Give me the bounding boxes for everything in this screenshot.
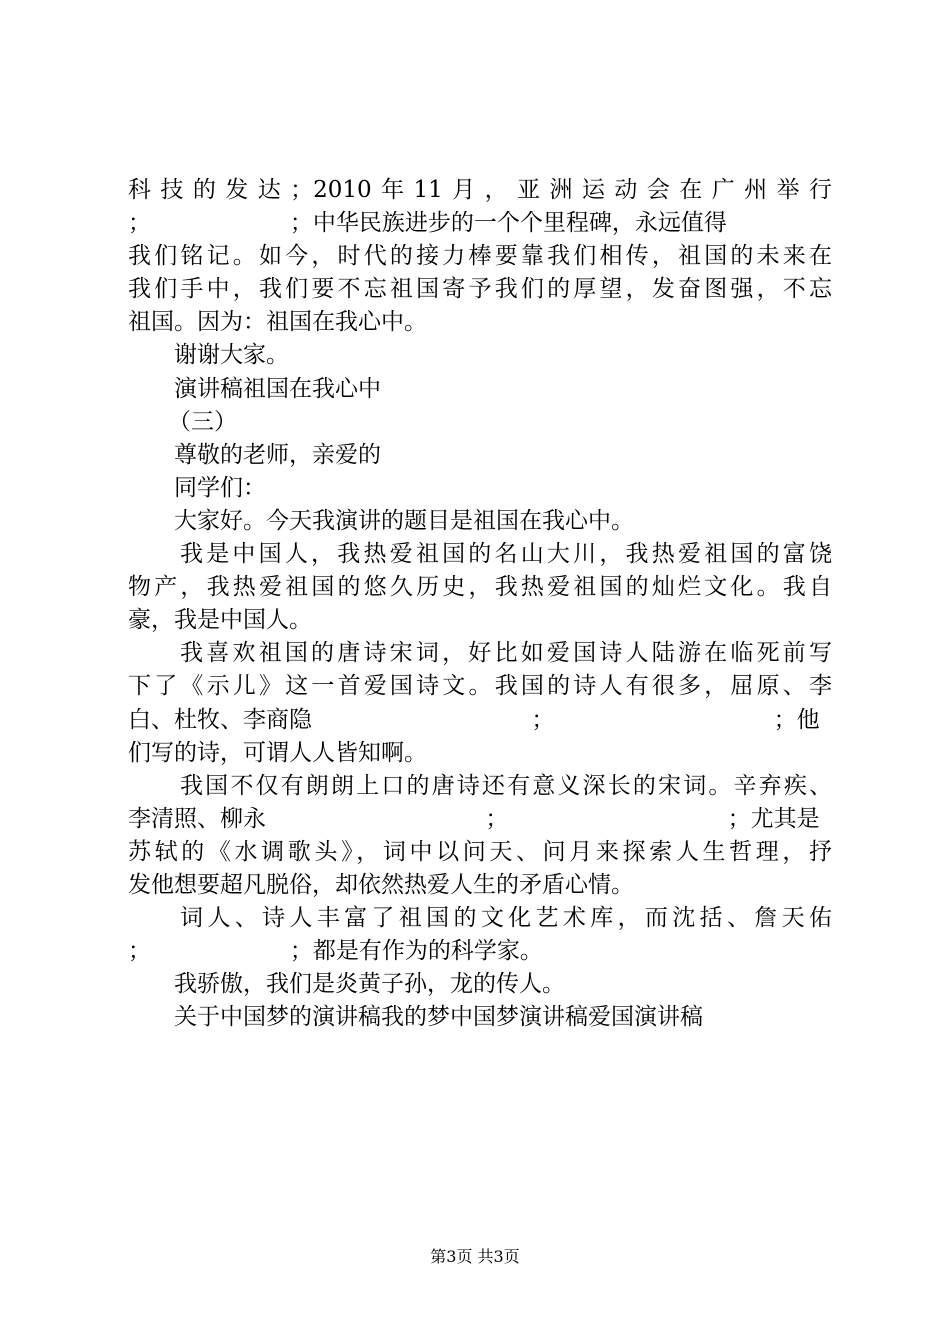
- text-line: 物产，我热爱祖国的悠久历史，我热爱祖国的灿烂文化。我自: [128, 574, 832, 601]
- document-body: [128, 174, 832, 1034]
- text-line: 尊敬的老师，亲爱的: [174, 441, 381, 468]
- text-line: 同学们：: [174, 474, 266, 501]
- text-line: 科技的发达；2010年11月，亚洲运动会在广州举行: [128, 177, 832, 203]
- text-line: 豪，我是中国人。: [128, 607, 312, 634]
- text-line: 关于中国梦的演讲稿我的梦中国梦演讲稿爱国演讲稿: [174, 1004, 703, 1031]
- text-line: 李清照、柳永 ； ；尤其是: [128, 805, 820, 832]
- text-line: 苏轼的《水调歌头》，词中以问天、问月来探索人生哲理，抒: [128, 838, 832, 865]
- text-line: 白、杜牧、李商隐 ； ；他: [128, 706, 820, 733]
- text-line: 下了《示儿》这一首爱国诗文。我国的诗人有很多，屈原、李: [128, 673, 832, 700]
- text-line: 我骄傲，我们是炎黄子孙，龙的传人。: [174, 971, 565, 998]
- text-line: 谢谢大家。: [174, 342, 289, 369]
- text-line: 词人、诗人丰富了祖国的文化艺术库，而沈括、詹天佑: [180, 905, 832, 932]
- text-line: 演讲稿祖国在我心中: [174, 375, 381, 402]
- text-line: 发他想要超凡脱俗，却依然热爱人生的矛盾心情。: [128, 871, 634, 898]
- text-line: ； ；中华民族进步的一个个里程碑，永远值得: [128, 210, 727, 237]
- text-line: 大家好。今天我演讲的题目是祖国在我心中。: [174, 507, 634, 534]
- text-line: 们写的诗，可谓人人皆知啊。: [128, 739, 427, 766]
- text-line: 我们铭记。如今，时代的接力棒要靠我们相传，祖国的未来在: [128, 243, 832, 270]
- text-line: 祖国。因为：祖国在我心中。: [128, 309, 427, 336]
- text-line: 我喜欢祖国的唐诗宋词，好比如爱国诗人陆游在临死前写: [180, 640, 832, 667]
- text-line: 我们手中，我们要不忘祖国寄予我们的厚望，发奋图强，不忘: [128, 276, 832, 303]
- text-line: （三）: [168, 408, 237, 435]
- text-line: 我是中国人，我热爱祖国的名山大川，我热爱祖国的富饶: [180, 541, 832, 568]
- text-line: ； ；都是有作为的科学家。: [128, 938, 543, 965]
- page-footer: 第3页 共3页: [430, 1247, 520, 1266]
- text-line: 我国不仅有朗朗上口的唐诗还有意义深长的宋词。辛弃疾、: [180, 772, 832, 799]
